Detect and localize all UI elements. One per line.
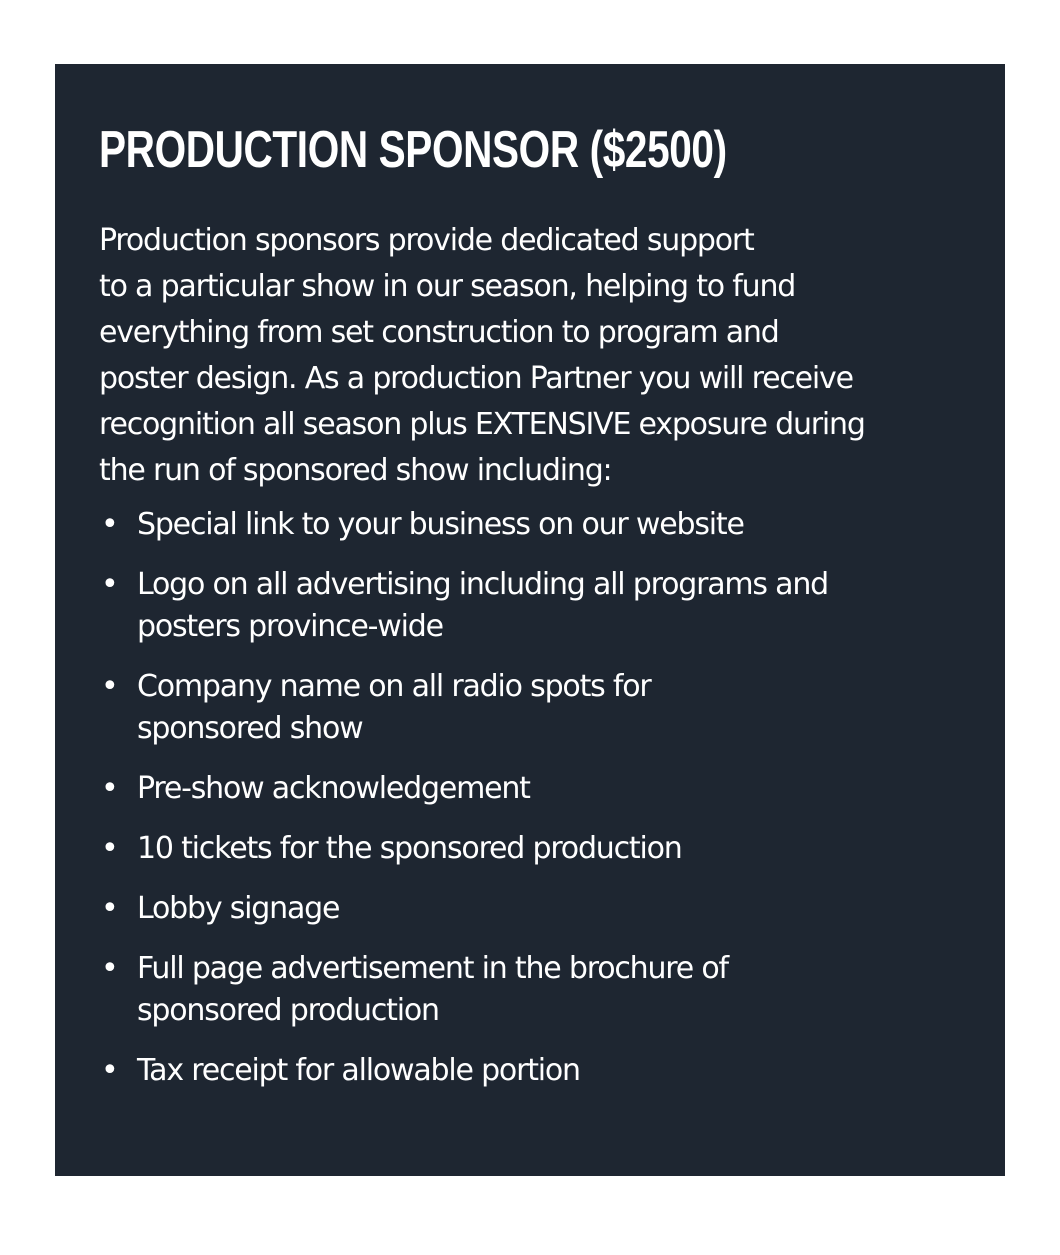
bullet-icon: • [101, 567, 118, 602]
bullet-icon: • [101, 831, 118, 866]
bullet-icon: • [101, 891, 118, 926]
list-item-text: Tax receipt for allowable portion [137, 1053, 580, 1088]
list-item [99, 948, 959, 1032]
intro-paragraph [99, 218, 969, 494]
list-item [99, 768, 959, 810]
list-item [99, 1050, 959, 1092]
intro-line: poster design. As a production Partner you will receive [99, 361, 853, 396]
list-item-text: Company name on all radio spots for [137, 669, 651, 704]
list-item [99, 828, 959, 870]
bullet-icon: • [101, 1053, 118, 1088]
card-title: PRODUCTION SPONSOR ($2500) [99, 121, 727, 179]
list-item [99, 666, 959, 750]
bullet-icon: • [101, 669, 118, 704]
intro-line: the run of sponsored show including: [99, 453, 612, 488]
list-item-text: sponsored production [137, 993, 439, 1028]
benefits-list [99, 504, 959, 1110]
intro-line: Production sponsors provide dedicated support [99, 223, 754, 258]
bullet-icon: • [101, 507, 118, 542]
bullet-icon: • [101, 951, 118, 986]
list-item-text: Special link to your business on our website [137, 507, 744, 542]
bullet-icon: • [101, 771, 118, 806]
list-item-text: posters province-wide [137, 609, 443, 644]
sponsor-card [55, 64, 1005, 1176]
intro-line: to a particular show in our season, helping to fund [99, 269, 796, 304]
list-item-text: 10 tickets for the sponsored production [137, 831, 682, 866]
intro-line: recognition all season plus EXTENSIVE exposure during [99, 407, 865, 442]
list-item [99, 564, 959, 648]
intro-line: everything from set construction to program and [99, 315, 779, 350]
list-item [99, 888, 959, 930]
list-item-text: Logo on all advertising including all programs and [137, 567, 829, 602]
list-item-text: Full page advertisement in the brochure of [137, 951, 728, 986]
list-item-text: Pre-show acknowledgement [137, 771, 530, 806]
list-item-text: Lobby signage [137, 891, 340, 926]
list-item-text: sponsored show [137, 711, 363, 746]
list-item [99, 504, 959, 546]
